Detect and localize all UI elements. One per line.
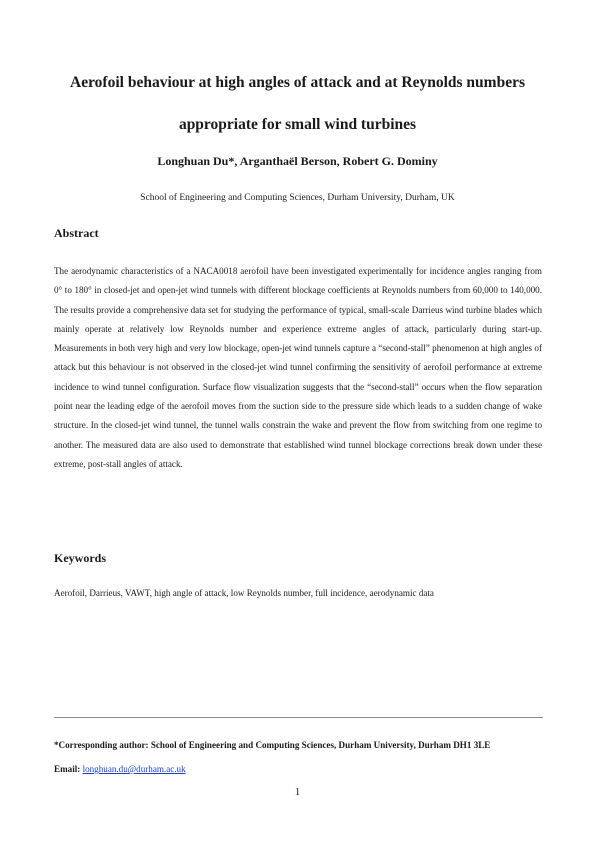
paper-title: [40, 62, 555, 146]
keywords-heading: Keywords: [54, 551, 106, 565]
author-affiliation: School of Engineering and Computing Sciences, Durham University, Durham, UK: [140, 193, 455, 203]
paper-title-line-1: Aerofoil behaviour at high angles of attack and at Reynolds numbers: [70, 74, 525, 91]
paper-title-line-2: appropriate for small wind turbines: [178, 116, 417, 133]
footnote-divider: [54, 717, 543, 718]
email-link[interactable]: longhuan.du@durham.ac.uk: [82, 764, 186, 774]
keywords-text: Aerofoil, Darrieus, VAWT, high angle of attack, low Reynolds number, full incidence, aerodynamic data: [54, 588, 434, 598]
email-label: Email:: [54, 764, 81, 774]
abstract-text: The aerodynamic characteristics of a NACA0018 aerofoil have been investigated experimentally for incidence angles ranging from 0° to 180° in closed-jet and open-jet wind tunnels with different blockage coefficients at Reynolds numbers from 60,000 to 140,000. The results provide a comprehensive data set for studying the performance of typical, small-scale Darrieus wind turbine blades which mainly operate at relatively low Reynolds number and experience extreme angles of attack, particularly during start-up. Measurements in both very high and very low blockage, open-jet wind tunnels capture a “second-stall” phenomenon at high angles of attack but this behaviour is not observed in the closed-jet wind tunnel confirming the sensitivity of aerofoil performance at extreme incidence to wind tunnel configuration. Surface flow visualization suggests that the “second-stall” occurs when the flow separation point near the leading edge of the aerofoil moves from the suction side to the pressure side which leads to a sudden change of wake structure. In the closed-jet wind tunnel, the tunnel walls constrain the wake and prevent the flow from switching from one regime to another. The measured data are also used to demonstrate that established wind tunnel blockage corrections break down under these extreme, post-stall angles of attack.: [54, 266, 542, 469]
abstract-heading: Abstract: [54, 226, 99, 240]
corresponding-email-line: [54, 764, 186, 774]
author-list: Longhuan Du*, Arganthaël Berson, Robert G. Dominy: [157, 154, 438, 168]
corresponding-author-note: *Corresponding author: School of Engineering and Computing Sciences, Durham University, Durham DH1 3LE: [54, 740, 491, 750]
page-number: 1: [294, 786, 301, 798]
